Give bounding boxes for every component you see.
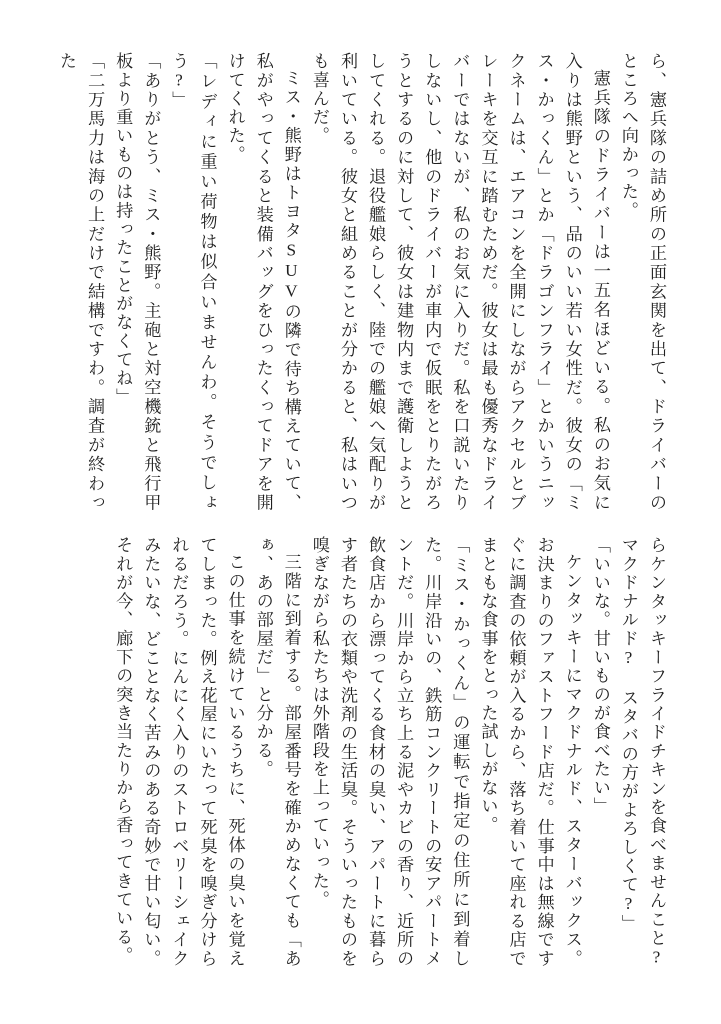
paragraph: 「ありがとう、ミス・熊野。主砲と対空機銃と飛行甲板より重いものは持ったことがなくてね」 — [113, 52, 161, 512]
paragraph: 「二万馬力は海の上だけで結構ですわ。調査が終わった — [57, 52, 105, 512]
paragraph: ケンタッキーにマクドナルド、スターバックス。お決まりのファストフード店だ。仕事中は無線ですぐに調査の依頼が入るから、落ち着いて座れる店でまともな食事をとった試しがない。 — [478, 536, 582, 968]
text-block-lower — [50, 536, 670, 968]
paragraph: 三階に到着する。部屋番号を確かめなくても「あぁ、あの部屋だ」と分かる。 — [253, 536, 301, 968]
paragraph: 「ミス・かっくん」の運転で指定の住所に到着した。川岸沿いの、鉄筋コンクリートの安アパートメントだ。川岸から立ち上る泥やカビの香り、近所の飲食店から漂ってくる食材の臭い、アパートに暮らす者たちの衣類や洗剤の生活臭。そういったものを嗅ぎながら私たちは外階段を上っていった。 — [309, 536, 470, 968]
paragraph: 「いいな。甘いものが食べたい」 — [590, 536, 610, 816]
paragraph: らケンタッキーフライドチキンを食べませんこと? マクドナルド? スタバの方がよろしくて?」 — [618, 536, 666, 968]
paragraph: ら、憲兵隊の詰め所の正面玄関を出て、ドライバーのところへ向かった。 — [618, 52, 666, 512]
paragraph: ミス・熊野はトヨタSUVの隣で待ち構えていて、私がやってくると装備バッグをひったくってドアを開けてくれた。 — [225, 52, 301, 512]
paragraph: 憲兵隊のドライバーは一五名ほどいる。私のお気に入りは熊野という、品のいい若い女性だ。彼女の「ミス・かっくん」とか「ドラゴンフライ」とかいうニックネームは、エアコンを全開にしながらアクセルとブレーキを交互に踏むためだ。彼女は最も優秀なドライバーではないが、私のお気に入りだ。私を口説いたりしないし、他のドライバーが車内で仮眠をとりたがろうとするのに対して、彼女は建物内まで護衛しようとしてくれる。退役艦娘らしく、陸での艦娘へ気配りが利いている。彼女と組めることが分かると、私はいつも喜んだ。 — [309, 52, 610, 512]
paragraph: この仕事を続けているうちに、死体の臭いを覚えてしまった。例え花屋にいたって死臭を嗅ぎ分けられるだろう。にんにく入りのストロベリーシェイクみたいな、どことなく苦みのある奇妙で甘い匂い。それが今、廊下の突き当たりから香ってきている。 — [113, 536, 245, 968]
text-block-upper — [50, 52, 670, 512]
paragraph: 「レディに重い荷物は似合いませんわ。そうでしょう?」 — [169, 52, 217, 512]
